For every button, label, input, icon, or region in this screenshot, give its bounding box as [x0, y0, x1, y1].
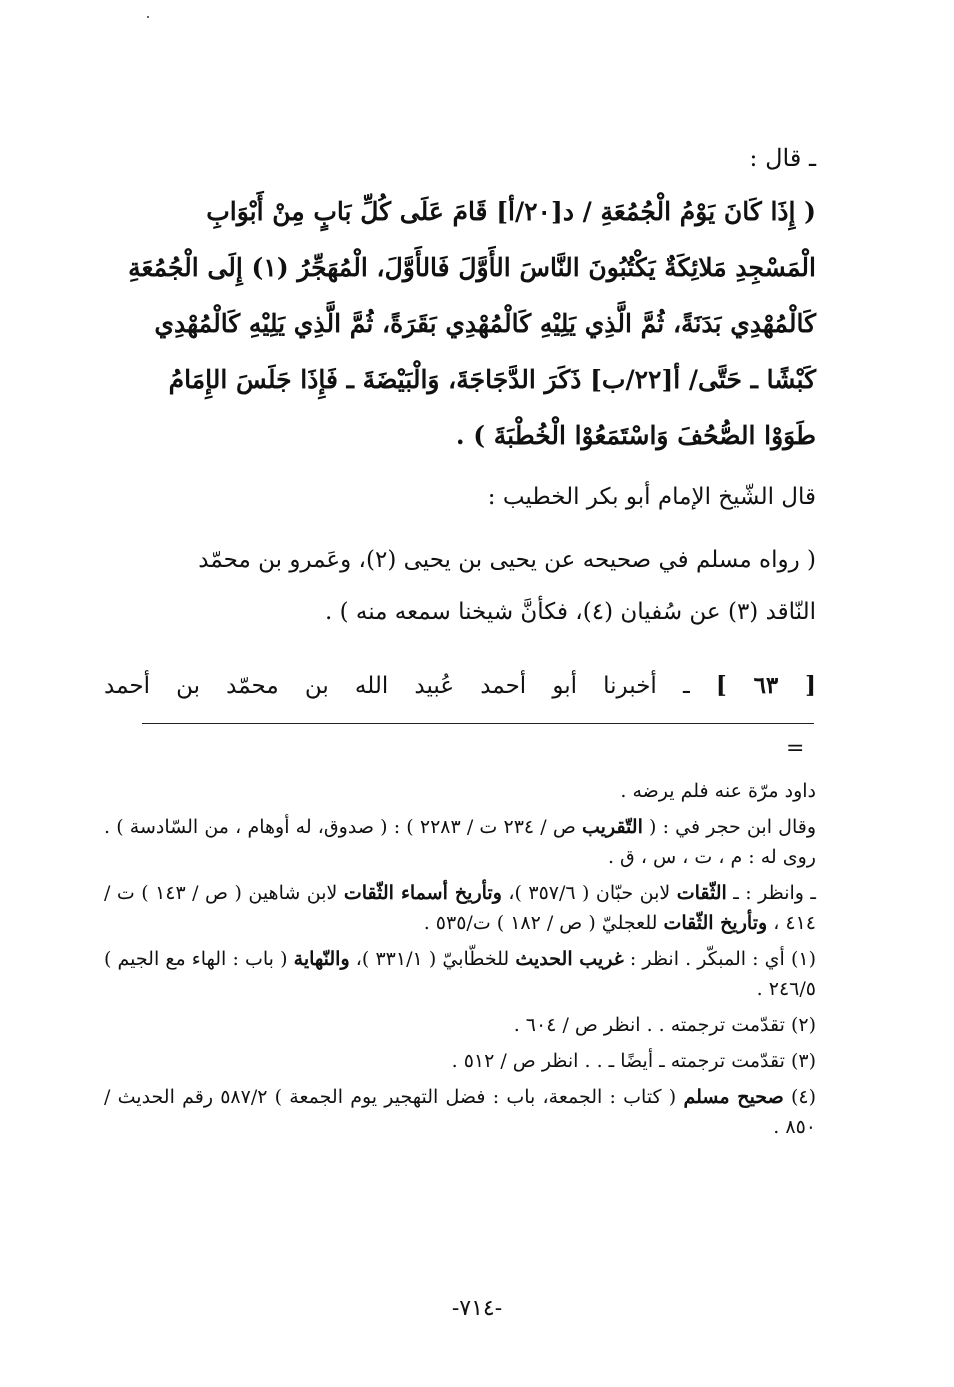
- book-title: غريب الحديث: [515, 948, 624, 970]
- qal-heading: ـ قال :: [749, 144, 816, 172]
- book-title: وتأريخ الثّقات: [663, 912, 768, 934]
- footnote-ibn-hajar: [104, 812, 816, 872]
- hadith-number: [ ٦٣ ]: [715, 672, 817, 699]
- footnote-text: (٤): [790, 1086, 816, 1108]
- scan-speck: [147, 16, 149, 18]
- continuation-mark: =: [786, 736, 805, 761]
- footnote-continued: داود مرّة عنه فلم يرضه .: [620, 780, 816, 802]
- hadith-text: [104, 184, 816, 464]
- hadith-line: كَالْمُهْدِي بَدَنَةً، ثُمَّ الَّذِي يَلِيْهِ كَالْمُهْدِي بَقَرَةً، ثُمَّ الَّذِي يَلِيْهِ كَالْمُهْدِي: [154, 309, 816, 338]
- book-title: والنّهاية: [293, 948, 350, 970]
- shaykh-statement: قال الشّيخ الإمام أبو بكر الخطيب :: [487, 484, 816, 510]
- footnote-text: ص / ٢٣٤ ت / ٢٢٨٣ ) : ( صدوق، له أوهام ، من السّادسة ) . روى له : م ، ت ، س ، ق .: [104, 816, 816, 868]
- riwaya-text: [104, 534, 816, 638]
- hadith-line: الْمَسْجِدِ مَلائِكَةٌ يَكْتُبُونَ النَّاسَ الأَوَّلَ فَالأَوَّلَ، الْمُهَجِّرُ (١) إِلَى الْجُمُعَةِ: [128, 253, 816, 282]
- footnote-3: (٣) تقدّمت ترجمته ـ أيضًا ـ . . انظر ص / ٥١٢ .: [451, 1050, 816, 1072]
- riwaya-line: النّاقد (٣) عن سُفيان (٤)، فكأنَّ شيخنا سمعه منه ) .: [324, 599, 816, 625]
- footnote-text: (١) أي : المبكّر . انظر :: [629, 948, 817, 970]
- book-title: الثّقات: [676, 882, 727, 904]
- footnote-4: [104, 1082, 816, 1142]
- footnote-2: (٢) تقدّمت ترجمته . . انظر ص / ٦٠٤ .: [513, 1014, 816, 1036]
- footnotes: [104, 776, 816, 1148]
- footnote-1: [104, 944, 816, 1004]
- footnote-text: لابن شاهين ( ص / ١٤٣ ) ت / ٤١٤ ،: [104, 882, 816, 934]
- footnote-text: وقال ابن حجر في : (: [649, 816, 816, 838]
- footnote-text: لابن حبّان ( ٣٥٧/٦ )،: [508, 882, 671, 904]
- hadith-line: طَوَوْا الصُّحُفَ وَاسْتَمَعُوْا الْخُطْبَةَ ) .: [455, 421, 816, 450]
- hadith-line: ( إِذَا كَانَ يَوْمُ الْجُمُعَةِ / د[٢٠/أ] قَامَ عَلَى كُلِّ بَابٍ مِنْ أَبْوَابِ: [206, 197, 816, 226]
- book-title: صحيح مسلم: [683, 1086, 784, 1108]
- footnote-text: للعجليّ ( ص / ١٨٢ ) ت/٥٣٥ .: [423, 912, 658, 934]
- footnote-text: ( باب : الهاء مع الجيم ) ٢٤٦/٥ .: [104, 948, 816, 1000]
- footnote-text: للخطّابيّ ( ٣٣١/١ )،: [355, 948, 510, 970]
- footnote-separator: [142, 723, 814, 724]
- book-title: التّقريب: [582, 816, 643, 838]
- hadith-line: كَبْشًا ـ حَتَّى/ أ[٢٢/ب] ذَكَرَ الدَّجَاجَةَ، وَالْبَيْضَةَ ـ فَإِذَا جَلَسَ الإِمَامُ: [168, 365, 816, 394]
- riwaya-line: ( رواه مسلم في صحيحه عن يحيى بن يحيى (٢)، وعَمرو بن محمّد: [198, 547, 816, 573]
- footnote-see-also: [104, 878, 816, 938]
- book-title: وتأريخ أسماء الثّقات: [343, 882, 502, 904]
- isnad-text: ـ أخبرنا أبو أحمد عُبيد الله بن محمّد بن أحمد: [104, 673, 690, 699]
- isnad-line: [104, 664, 816, 708]
- footnote-text: ( كتاب : الجمعة، باب : فضل التهجير يوم الجمعة ) ٥٨٧/٢ رقم الحديث / ٨٥٠ .: [104, 1086, 816, 1138]
- page-number: -٧١٤-: [451, 1296, 503, 1321]
- footnote-text: ـ وانظر : ـ: [733, 882, 816, 904]
